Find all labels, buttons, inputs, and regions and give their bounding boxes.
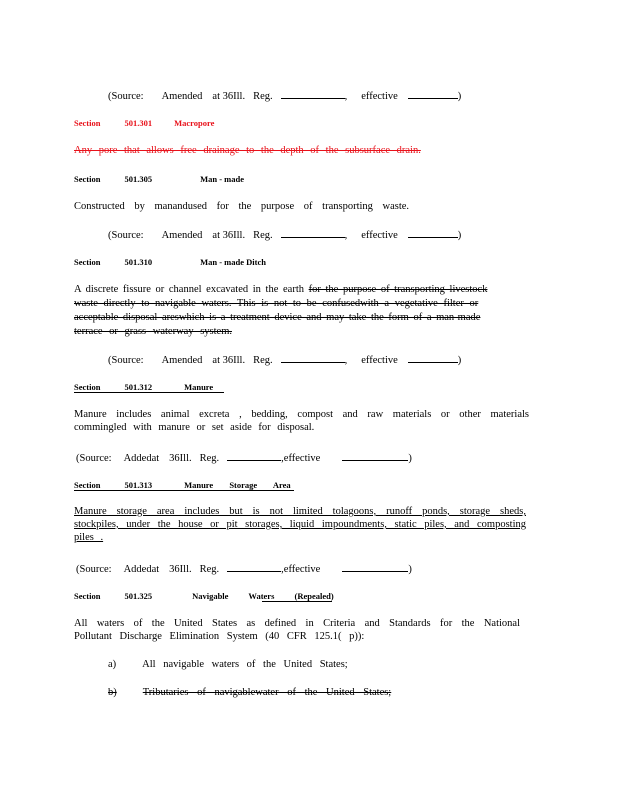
source-amended: Amended <box>161 230 203 241</box>
source-effective: ,effective <box>281 453 321 464</box>
heading-underline <box>262 601 332 602</box>
blank-effective <box>408 88 458 99</box>
source-comma: , <box>344 91 348 102</box>
list-item-a <box>108 658 348 671</box>
blank-reg <box>281 227 345 238</box>
section-number: 501.325 <box>124 591 153 601</box>
source-open: (Source: <box>76 564 112 575</box>
section-label: Section <box>74 591 101 601</box>
source-reg: Reg. <box>253 91 273 102</box>
added-source-note-2 <box>76 561 412 576</box>
section-title: Manure Storage Area <box>184 480 291 490</box>
section-501-305-text: Constructed by manandused for the purpose of transporting waste. <box>74 201 410 212</box>
section-501-310-text-line-4: terrace or grass waterway system. <box>74 326 232 337</box>
section-501-325-text: All waters of the United States as defined in Criteria and Standards for the National Pollutant Discharge Elimination System (40 CFR 125.1( p)): <box>74 618 520 642</box>
heading-underline <box>74 392 224 393</box>
source-amended: Amended <box>161 355 203 366</box>
source-added: Addedat <box>123 453 160 464</box>
blank-reg <box>281 352 345 363</box>
heading-underline <box>74 490 294 491</box>
blank-effective <box>342 450 408 461</box>
source-added: Addedat <box>123 564 160 575</box>
source-reg: Reg. <box>253 355 273 366</box>
section-title: Man - made <box>200 174 244 184</box>
source-close: ) <box>457 230 462 241</box>
source-note-2 <box>108 227 461 242</box>
source-comma: , <box>344 355 348 366</box>
source-note-3 <box>108 352 461 367</box>
section-501-305-heading <box>74 173 244 186</box>
blank-effective <box>408 227 458 238</box>
source-reg: Reg. <box>253 230 273 241</box>
source-comma: , <box>344 230 348 241</box>
section-501-310-heading <box>74 256 266 269</box>
section-501-313-text: Manure storage area includes but is not limited tolagoons, runoff ponds, storage sheds, stockpiles, under the house or pit storages, liquid impoundments, static piles, and composting piles . <box>74 506 526 543</box>
section-501-310-text-line-2: waste directly to navigable waters. This is not to be confusedwith a vegetative filter or <box>74 298 479 309</box>
section-501-301-heading <box>74 117 214 130</box>
source-open: (Source: <box>108 91 144 102</box>
added-source-note-1 <box>76 450 412 465</box>
section-501-310-text-line-1 <box>74 283 487 296</box>
source-close: ) <box>408 453 412 464</box>
source-close: ) <box>457 355 462 366</box>
section-501-301-text: Any pore that allows free drainage to the depth of the subsurface drain. <box>74 145 421 156</box>
source-at: at 36Ill. <box>212 355 246 366</box>
source-open: (Source: <box>108 355 144 366</box>
section-number: 501.310 <box>124 257 153 267</box>
source-ill: 36Ill. <box>169 564 192 575</box>
source-effective: ,effective <box>281 564 321 575</box>
section-title: Manure <box>184 382 214 392</box>
list-item-label: a) <box>108 659 117 670</box>
source-at: at 36Ill. <box>212 230 246 241</box>
source-note-1 <box>108 88 461 103</box>
source-amended: Amended <box>161 91 203 102</box>
source-effective: effective <box>361 91 398 102</box>
section-number: 501.312 <box>124 382 153 392</box>
source-effective: effective <box>361 230 398 241</box>
source-close: ) <box>457 91 462 102</box>
source-at: at 36Ill. <box>212 91 246 102</box>
section-number: 501.305 <box>124 174 153 184</box>
section-label: Section <box>74 174 101 184</box>
struck-text: for the purpose of transporting livestock <box>308 284 488 295</box>
source-reg: Reg. <box>199 453 220 464</box>
source-close: ) <box>408 564 412 575</box>
blank-reg <box>281 88 345 99</box>
blank-reg <box>227 561 281 572</box>
section-501-312-text: Manure includes animal excreta , bedding, compost and raw materials or other materials commingled with manure or set aside for disposal. <box>74 409 529 433</box>
list-item-text: Tributaries of navigablewater of the United States; <box>142 687 392 698</box>
retained-text: A discrete fissure or channel excavated in the earth <box>74 284 304 295</box>
section-title: Macropore <box>174 118 215 128</box>
section-label: Section <box>74 480 101 490</box>
section-501-310-text-line-3: acceptable disposal areswhich is a treatment device and may take the form of a man-made <box>74 312 481 323</box>
source-ill: 36Ill. <box>169 453 192 464</box>
list-item-label: b) <box>108 687 117 698</box>
section-label: Section <box>74 118 101 128</box>
source-effective: effective <box>361 355 398 366</box>
blank-effective <box>342 561 408 572</box>
list-item-text: All navigable waters of the United States; <box>142 659 348 670</box>
source-reg: Reg. <box>199 564 220 575</box>
list-item-b <box>108 686 391 699</box>
source-open: (Source: <box>108 230 144 241</box>
section-title: Man - made Ditch <box>200 257 266 267</box>
section-title: Navigable Waters (Repealed) <box>192 591 334 601</box>
section-number: 501.301 <box>124 118 153 128</box>
blank-reg <box>227 450 281 461</box>
section-number: 501.313 <box>124 480 153 490</box>
source-open: (Source: <box>76 453 112 464</box>
section-label: Section <box>74 382 101 392</box>
blank-effective <box>408 352 458 363</box>
section-label: Section <box>74 257 101 267</box>
